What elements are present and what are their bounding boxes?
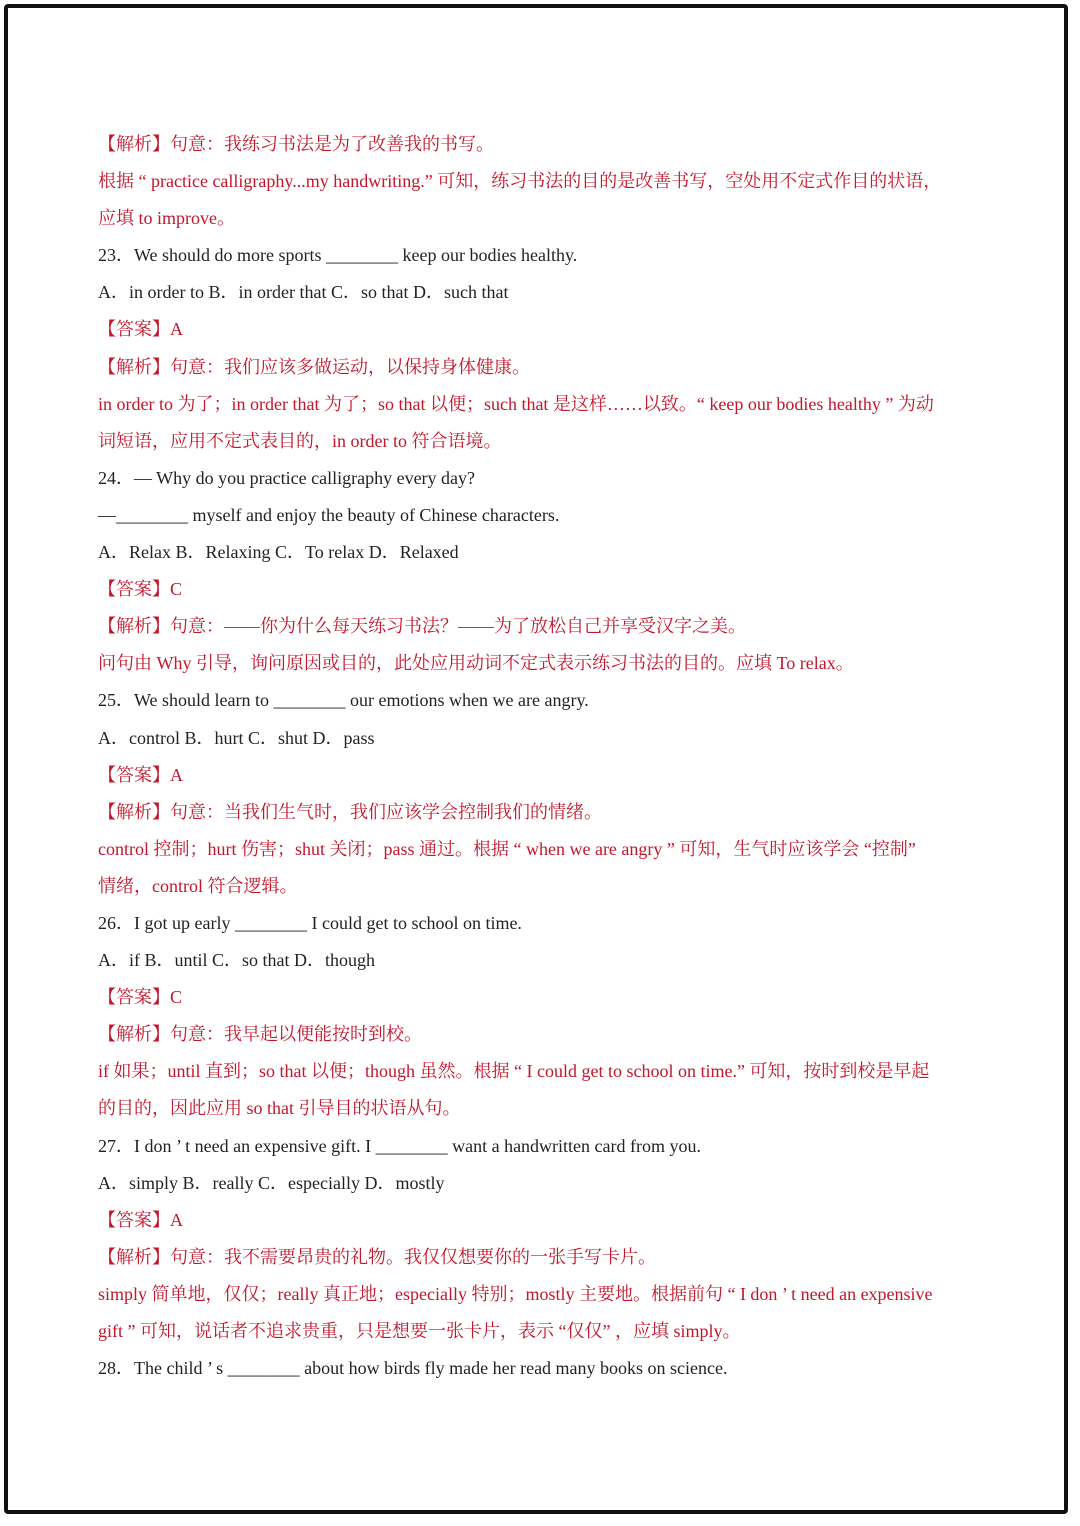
answer-27: 【答案】A — [98, 1209, 183, 1230]
analysis-27-detail: simply 简单地，仅仅；really 真正地；especially 特别；mostly 主要地。根据前句 “ I don ’ t need an expensive — [98, 1283, 933, 1304]
analysis-22: 【解析】句意：我练习书法是为了改善我的书写。 — [98, 134, 494, 154]
answer-26: 【答案】C — [98, 987, 183, 1008]
options-27: A．simply B．really C．especially D．mostly — [98, 1172, 445, 1193]
analysis-22-answer: 应填 to improve。 — [98, 208, 235, 229]
analysis-27: 【解析】句意：我不需要昂贵的礼物。我仅仅想要你的一张手写卡片。 — [98, 1246, 656, 1267]
answer-25: 【答案】A — [98, 764, 183, 785]
question-28: 28．The child ’ s ________ about how birds fly made her read many books on science. — [98, 1358, 728, 1379]
question-25: 25．We should learn to ________ our emotions when we are angry. — [98, 690, 589, 711]
answer-23: 【答案】A — [98, 319, 183, 340]
question-27: 27．I don ’ t need an expensive gift. I ________ want a handwritten card from you. — [98, 1135, 701, 1156]
options-23: A．in order to B．in order that C．so that D．such that — [98, 282, 509, 303]
question-23: 23．We should do more sports ________ keep our bodies healthy. — [98, 245, 578, 266]
options-24: A．Relax B．Relaxing C．To relax D．Relaxed — [98, 542, 459, 563]
analysis-23-detail: in order to 为了；in order that 为了；so that 以便；such that 是这样……以致。“ keep our bodies healthy ” 为动 — [98, 393, 934, 414]
analysis-22-detail: 根据 “ practice calligraphy...my handwriting.” 可知，练习书法的目的是改善书写，空处用不定式作目的状语， — [98, 171, 942, 192]
answer-24: 【答案】C — [98, 579, 183, 600]
options-26: A．if B．until C．so that D．though — [98, 950, 376, 971]
analysis-24: 【解析】句意：——你为什么每天练习书法？——为了放松自己并享受汉字之美。 — [98, 616, 746, 637]
analysis-23-detail-2: 词短语，应用不定式表目的，in order to 符合语境。 — [98, 430, 502, 451]
question-24: 24．— Why do you practice calligraphy every day? — [98, 467, 476, 488]
analysis-26: 【解析】句意：我早起以便能按时到校。 — [98, 1024, 422, 1045]
analysis-25: 【解析】句意：当我们生气时，我们应该学会控制我们的情绪。 — [98, 801, 602, 822]
analysis-27-detail-2: gift ” 可知，说话者不追求贵重，只是想要一张卡片，表示 “仅仅” ，应填 simply。 — [98, 1321, 741, 1341]
analysis-26-detail: if 如果；until 直到；so that 以便；though 虽然。根据 “ I could get to school on time.” 可知，按时到校是早起 — [98, 1061, 930, 1082]
analysis-26-detail-2: 的目的，因此应用 so that 引导目的状语从句。 — [98, 1098, 461, 1119]
question-26: 26．I got up early ________ I could get to school on time. — [98, 912, 522, 933]
analysis-24-detail: 问句由 Why 引导，询问原因或目的，此处应用动词不定式表示练习书法的目的。应填 To relax。 — [98, 653, 854, 674]
document-body — [98, 126, 998, 1387]
options-25: A．control B．hurt C．shut D．pass — [98, 727, 375, 748]
analysis-25-detail: control 控制；hurt 伤害；shut 关闭；pass 通过。根据 “ when we are angry ” 可知，生气时应该学会 “控制” — [98, 838, 916, 859]
analysis-25-detail-2: 情绪，control 符合逻辑。 — [98, 875, 298, 896]
analysis-23: 【解析】句意：我们应该多做运动，以保持身体健康。 — [98, 356, 530, 377]
question-24-reply: —________ myself and enjoy the beauty of Chinese characters. — [98, 504, 560, 525]
